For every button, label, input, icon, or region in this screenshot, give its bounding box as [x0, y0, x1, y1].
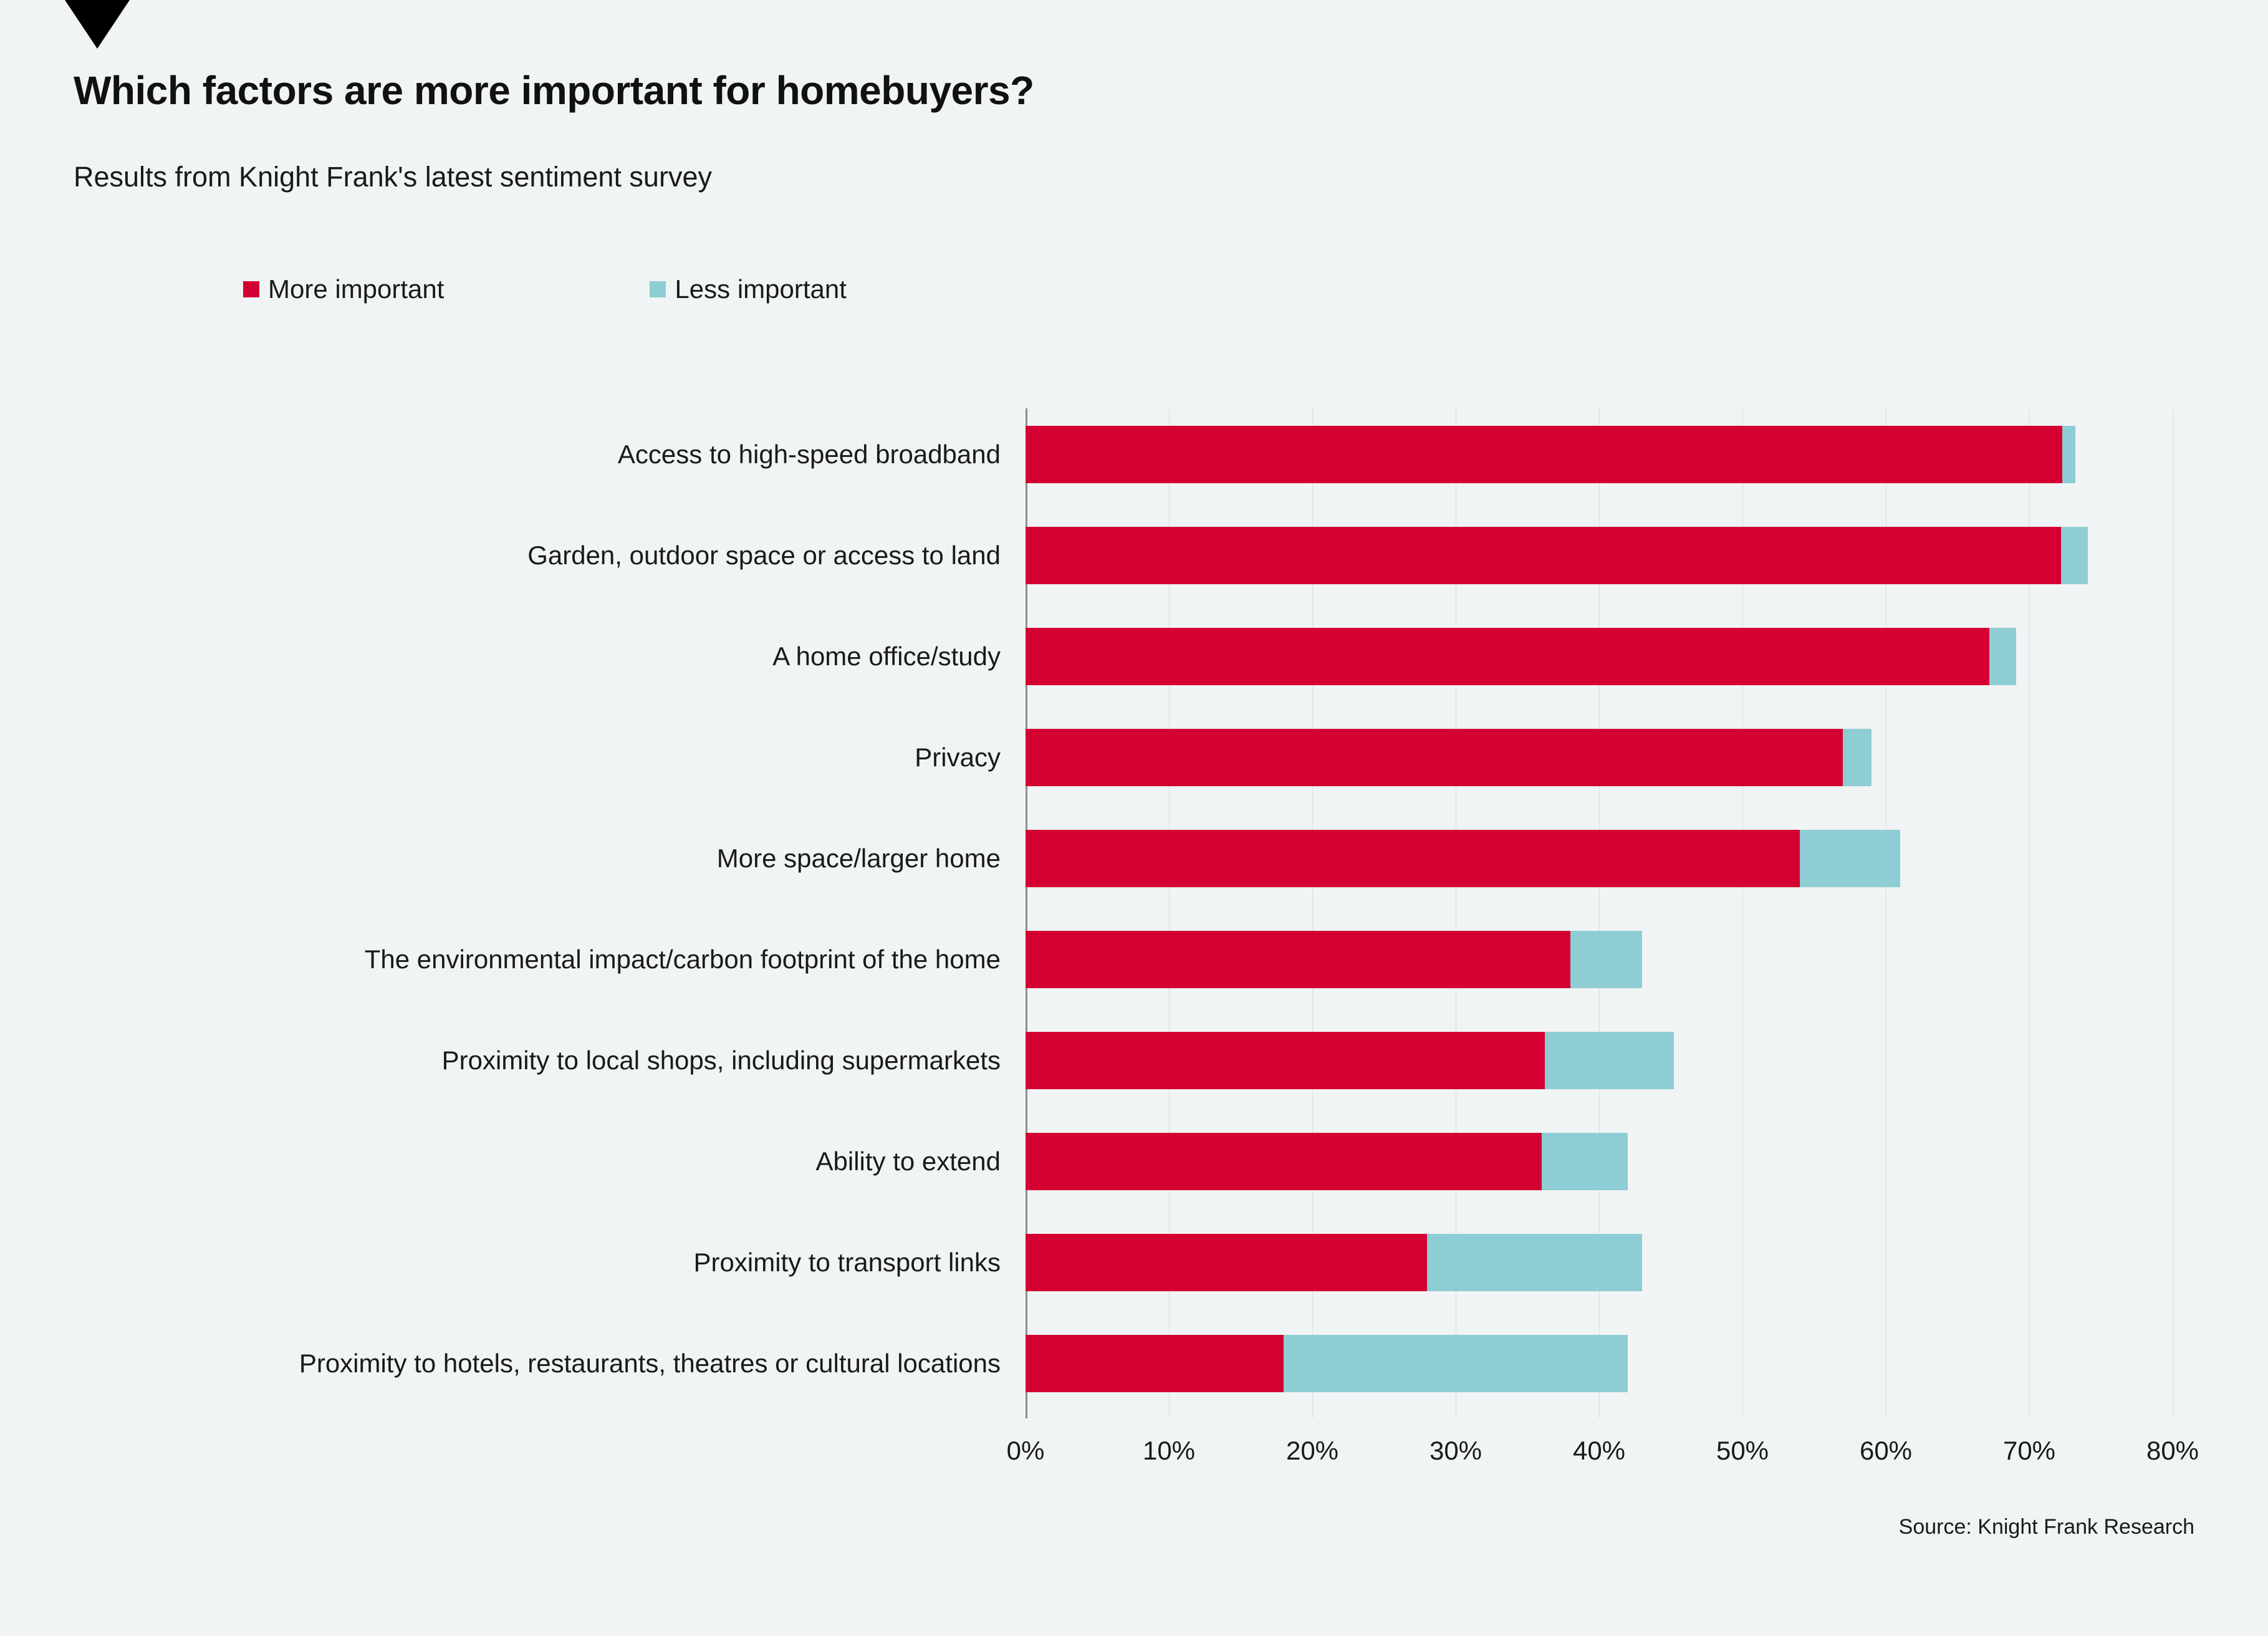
category-label: Privacy [915, 743, 1001, 772]
chart-plot-area [299, 408, 2199, 1465]
bar-segment-more-important [1026, 830, 1800, 887]
x-tick-label: 70% [2002, 1436, 2056, 1465]
bar-row [299, 1317, 2173, 1418]
bar-row [364, 913, 2173, 1014]
x-tick-label: 50% [1716, 1436, 1769, 1465]
category-label: Proximity to hotels, restaurants, theatres or cultural locations [299, 1349, 1001, 1378]
category-label: Garden, outdoor space or access to land [527, 541, 1001, 570]
x-tick-label: 10% [1142, 1436, 1196, 1465]
category-label: The environmental impact/carbon footprint of the home [364, 945, 1001, 974]
bar-segment-more-important [1026, 628, 1989, 685]
category-label: More space/larger home [716, 844, 1001, 873]
x-tick-label: 0% [1006, 1436, 1045, 1465]
bar-segment-less-important [1427, 1234, 1642, 1291]
page-subtitle: Results from Knight Frank's latest sentiment survey [74, 161, 712, 193]
bar-row [617, 408, 2173, 509]
bar-row [527, 509, 2173, 610]
x-tick-label: 60% [1859, 1436, 1913, 1465]
category-label: Access to high-speed broadband [617, 440, 1001, 469]
bar-segment-more-important [1026, 1234, 1427, 1291]
bar-row [716, 812, 2173, 913]
category-label: A home office/study [772, 642, 1001, 671]
chart-legend [243, 274, 847, 304]
bar-row [441, 1014, 2173, 1115]
bar-segment-less-important [1843, 729, 1872, 786]
knight-frank-triangle-logo-icon [65, 0, 130, 49]
bar-row [772, 610, 2173, 711]
bar-row [815, 1115, 2173, 1216]
bar-segment-less-important [2061, 527, 2088, 584]
legend-swatch-more-important [243, 281, 259, 297]
source-note: Source: Knight Frank Research [1898, 1515, 2194, 1539]
bar-segment-less-important [1800, 830, 1900, 887]
bar-segment-less-important [1545, 1032, 1674, 1089]
bar-segment-less-important [1542, 1133, 1628, 1190]
legend-item-less-important [650, 274, 846, 304]
page-title: Which factors are more important for homebuyers? [74, 68, 1034, 113]
legend-swatch-less-important [650, 281, 666, 297]
x-tick-label: 30% [1429, 1436, 1482, 1465]
bar-segment-less-important [1989, 628, 2017, 685]
category-label: Ability to extend [815, 1147, 1001, 1176]
x-tick-label: 80% [2146, 1436, 2199, 1465]
category-label: Proximity to local shops, including supermarkets [441, 1046, 1001, 1075]
bar-row [693, 1216, 2173, 1317]
bar-segment-less-important [1570, 931, 1642, 988]
legend-label-more-important: More important [268, 274, 444, 304]
x-tick-label: 40% [1572, 1436, 1626, 1465]
bar-segment-more-important [1026, 527, 2061, 584]
bar-segment-more-important [1026, 1133, 1542, 1190]
category-label: Proximity to transport links [693, 1248, 1001, 1277]
bar-row [915, 711, 2173, 812]
legend-label-less-important: Less important [675, 274, 847, 304]
bar-segment-more-important [1026, 729, 1843, 786]
legend-item-more-important [243, 274, 444, 304]
bar-segment-less-important [2062, 426, 2075, 483]
bar-segment-more-important [1026, 426, 2062, 483]
bar-segment-more-important [1026, 1032, 1545, 1089]
x-tick-label: 20% [1285, 1436, 1339, 1465]
bar-segment-more-important [1026, 1335, 1284, 1392]
bar-segment-less-important [1284, 1335, 1628, 1392]
bar-segment-more-important [1026, 931, 1570, 988]
